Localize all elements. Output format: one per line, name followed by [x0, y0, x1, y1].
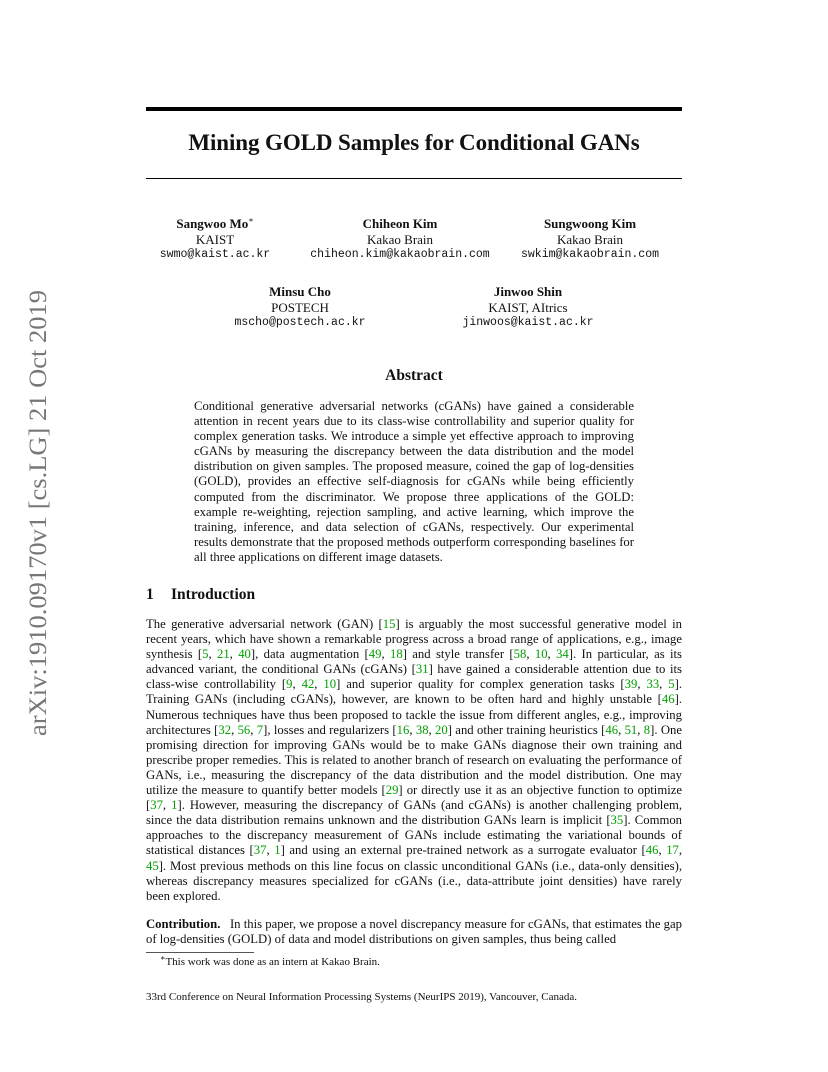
citation-link[interactable]: 56 [237, 722, 251, 737]
author-email[interactable]: mscho@postech.ac.kr [234, 316, 366, 329]
citation-link[interactable]: 1 [171, 798, 178, 813]
author-block [448, 284, 608, 331]
author-affiliation: Kakao Brain [366, 231, 434, 247]
author-block [150, 216, 280, 263]
author-name: Sangwoo Mo [176, 216, 249, 231]
author-name: Jinwoo Shin [493, 284, 563, 299]
arxiv-id: arXiv:1910.09170v1 [cs.LG] 21 Oct 2019 [25, 315, 52, 736]
citation-link[interactable]: 37 [150, 798, 163, 813]
author-name: Sungwoong Kim [543, 216, 637, 231]
author-affiliation: Kakao Brain [556, 231, 624, 247]
section-heading [146, 586, 255, 604]
citation-link[interactable]: 8 [643, 722, 651, 737]
author-name: Chiheon Kim [362, 216, 438, 231]
citation-link[interactable]: 32 [218, 722, 232, 737]
citation-link[interactable]: 15 [382, 617, 396, 631]
citation-link[interactable]: 16 [396, 722, 410, 737]
author-email[interactable]: swmo@kaist.ac.kr [159, 248, 271, 261]
citation-link[interactable]: 7 [256, 722, 264, 737]
section-number: 1 [146, 586, 154, 603]
citation-link[interactable]: 17 [666, 843, 679, 858]
footnote-text: This work was done as an intern at Kakao Brain. [165, 956, 380, 968]
citation-link[interactable]: 5 [202, 647, 209, 662]
abstract-text: Conditional generative adversarial networks (cGANs) have gained a considerable attention in recent years due to its class-wise controllability and superior quality for complex generation tasks. We introduce a simple yet effective approach to improving cGANs by measuring the discrepancy between the data distribution and the model distribution on given samples. The proposed measure, coined the gap of log-densities (GOLD), provides an effective self-diagnosis for cGANs while being efficiently computed from the discriminator. We propose three applications of the GOLD: example re-weighting, rejection sampling, and active learning, which improve the training, inference, and data selection of cGANs, respectively. Our experimental results demonstrate that the proposed methods outperform corresponding baselines for all three applications on different image datasets. [194, 399, 634, 564]
author-email[interactable]: swkim@kakaobrain.com [520, 248, 660, 261]
citation-link[interactable]: 9 [286, 677, 293, 692]
citation-link[interactable]: 29 [385, 783, 399, 798]
introduction-paragraph: The generative adversarial network (GAN) [15] is arguably the most successful generative model in recent years, which have shown a remarkable progress across a broad range of applications, e.g., image synthesis [5, 21, 40], data augmentation [49, 18] and style transfer [58, 10, 34]. In particular, as its advanced variant, the conditional GANs (cGANs) [31] have gained a considerable attention due to its class-wise controllability [9, 42, 10] and superior quality for complex generation tasks [39, 33, 5]. Training GANs (including cGANs), however, are known to be often hard and highly unstable [46]. Numerous techniques have thus been proposed to tackle the issue from different angles, e.g., improving architectures [32, 56, 7], losses and regularizers [16, 38, 20] and other training heuristics [46, 51, 8]. One promising direction for improving GANs would be to make GANs diagnose their own training and prescribe proper remedies. This is related to another branch of research on evaluating the performance of GANs, i.e., measuring the discrepancy of the data distribution and the model distribution. One may utilize the measure to quantify better models [29] or directly use it as an objective function to optimize [37, 1]. However, measuring the discrepancy of GANs (and cGANs) is another challenging problem, since the data distribution remains unknown and the distribution GANs learn is implicit [35]. Common approaches to the discrepancy measurement of GANs include estimating the variational bounds of statistical distances [37, 1] and using an external pre-trained network as a surrogate evaluator [46, 17, 45]. Most previous methods on this line focus on classic unconditional GANs (i.e., data-only densities), whereas discrepancy measures specialized for cGANs (i.e., data-attribute joint densities) have rarely been explored. [146, 617, 683, 903]
citation-link[interactable]: 37 [253, 843, 267, 858]
citation-link[interactable]: 35 [610, 813, 624, 828]
footnote-mark: ∗ [248, 215, 254, 225]
citation-link[interactable]: 58 [513, 647, 527, 662]
citation-link[interactable]: 42 [301, 677, 315, 692]
title-rule-top [146, 107, 682, 111]
citation-link[interactable]: 1 [274, 843, 281, 858]
citation-link[interactable]: 20 [435, 722, 448, 737]
title-rule-bottom [146, 178, 682, 179]
footnote-mark: ∗ [160, 953, 166, 963]
citation-link[interactable]: 10 [323, 677, 337, 692]
citation-link[interactable]: 46 [605, 722, 619, 737]
citation-link[interactable]: 34 [556, 647, 569, 662]
section-title: Introduction [171, 586, 256, 603]
citation-link[interactable]: 51 [624, 722, 638, 737]
citation-link[interactable]: 10 [534, 647, 548, 662]
citation-link[interactable]: 31 [415, 662, 429, 677]
citation-link[interactable]: 18 [390, 647, 403, 662]
author-block [300, 216, 500, 263]
paper-title: Mining GOLD Samples for Conditional GANs [188, 130, 640, 155]
author-affiliation: KAIST, AItrics [488, 299, 568, 315]
author-email[interactable]: chiheon.kim@kakaobrain.com [310, 248, 490, 261]
citation-link[interactable]: 45 [146, 858, 159, 873]
author-block [220, 284, 380, 331]
citation-link[interactable]: 38 [415, 722, 429, 737]
citation-link[interactable]: 21 [216, 647, 230, 662]
author-affiliation: KAIST [195, 231, 235, 247]
citation-link[interactable]: 5 [668, 677, 675, 692]
citation-link[interactable]: 46 [661, 692, 675, 707]
author-email[interactable]: jinwoos@kaist.ac.kr [462, 316, 594, 329]
footnote [160, 953, 380, 968]
author-block [505, 216, 675, 263]
arxiv-watermark [10, 288, 60, 736]
citation-link[interactable]: 49 [368, 647, 382, 662]
citation-link[interactable]: 46 [645, 843, 659, 858]
contribution-text: In this paper, we propose a novel discrepancy measure for cGANs, that estimates the gap of log-densities (GOLD) of data and model distributions on given samples, thus being called [146, 917, 682, 947]
contribution-lead: Contribution. [146, 917, 221, 931]
author-affiliation: POSTECH [271, 299, 329, 315]
citation-link[interactable]: 33 [646, 677, 660, 692]
contribution-paragraph [146, 917, 682, 947]
conference-note: 33rd Conference on Neural Information Processing Systems (NeurIPS 2019), Vancouver, Canada. [146, 991, 578, 1003]
abstract-heading: Abstract [385, 367, 443, 384]
citation-link[interactable]: 40 [238, 647, 251, 662]
citation-link[interactable]: 39 [624, 677, 638, 692]
author-name: Minsu Cho [269, 284, 331, 299]
